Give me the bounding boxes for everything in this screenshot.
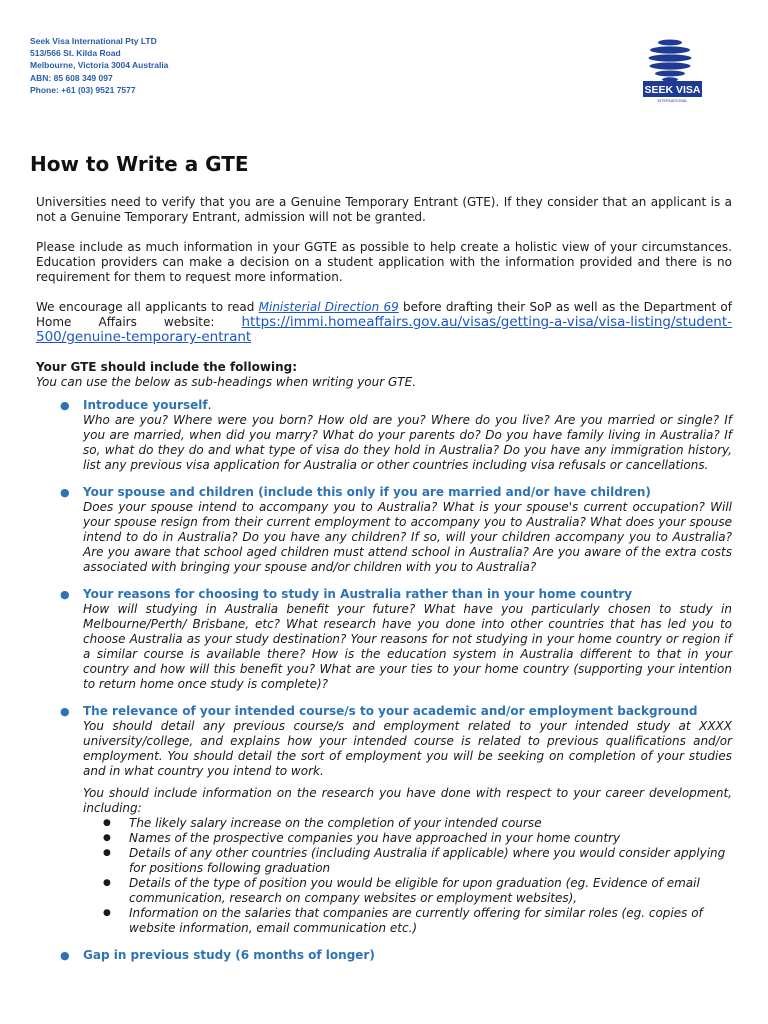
company-details: [30, 35, 168, 96]
section-study-gap: [36, 948, 732, 963]
bullet-icon: ●: [60, 399, 70, 412]
section-title: Your reasons for choosing to study in Australia rather than in your home country: [83, 587, 633, 601]
gte-sections-list: [36, 398, 732, 963]
encourage-text-start: We encourage all applicants to read: [36, 300, 259, 314]
bullet-icon: ●: [103, 833, 111, 843]
bullet-icon: ●: [60, 705, 70, 718]
section-body: You should detail any previous course/s and employment related to your intended study at XXXX university/college, and explains how your intended course is related to previous qualifications and/or employment. You should detail the sort of employment you will be seeking on completion of your studies and in what country you intend to work.: [83, 719, 732, 778]
list-item: ● Information on the salaries that companies are currently offering for similar roles (eg. copies of website information, email communication etc.): [103, 906, 703, 935]
section-title: Gap in previous study (6 months of longer): [83, 948, 375, 962]
career-research-list: [83, 816, 732, 936]
home-affairs-link[interactable]: https://immi.homeaffairs.gov.au/visas/getting-a-visa/visa-listing/student-500/genuine-temporary-entrant: [36, 314, 732, 345]
bullet-icon: ●: [103, 848, 111, 858]
section-title-trailing: .: [207, 398, 212, 412]
bullet-icon: ●: [60, 588, 70, 601]
company-name: Seek Visa International Pty LTD: [30, 36, 157, 46]
ministerial-direction-link[interactable]: Ministerial Direction 69: [258, 300, 399, 314]
include-subheading: You can use the below as sub-headings when writing your GTE.: [36, 375, 417, 389]
section-body-secondary: You should include information on the research you have done with respect to your career development, including:: [83, 786, 732, 815]
bullet-icon: ●: [103, 818, 111, 828]
logo-wordmark: SEEK VISA: [644, 84, 701, 96]
document-body: [36, 195, 732, 975]
section-introduce-yourself: [36, 398, 732, 473]
list-item: ● Names of the prospective companies you have approached in your home country: [103, 831, 621, 845]
section-spouse-children: [36, 485, 732, 575]
list-item: ● Details of any other countries (including Australia if applicable) where you would consider applying for positions following graduation: [103, 846, 726, 875]
section-title: The relevance of your intended course/s to your academic and/or employment background: [83, 704, 698, 718]
section-title: Your spouse and children (include this only if you are married and/or have children): [83, 485, 651, 499]
include-heading: Your GTE should include the following:: [36, 360, 298, 374]
list-item: ● Details of the type of position you would be eligible for upon graduation (eg. Evidence of email communication, research on company websites or employment websites),: [103, 876, 700, 905]
section-reasons-australia: [36, 587, 732, 692]
company-abn: ABN: 85 608 349 097: [30, 72, 113, 83]
bullet-icon: ●: [60, 486, 70, 499]
section-body: How will studying in Australia benefit your future? What have you particularly chosen to study in Melbourne/Perth/ Brisbane, etc? What research have you done into other countries that has led you to choose Australia as your study destination? Your reasons for not studying in your home country or region if a similar course is available there? How is the education system in Australia different to that in your country and how will this benefit you? What are your ties to your home country (supporting your intention to return home once study is complete)?: [83, 602, 732, 691]
encourage-text-middle: before drafting their SoP as well as the Department of Home Affairs website:: [36, 300, 732, 329]
company-address-line1: 513/566 St. Kilda Road: [30, 48, 121, 59]
section-title: Introduce yourself: [83, 398, 208, 412]
seek-visa-logo: [640, 34, 704, 104]
bullet-icon: ●: [60, 949, 70, 962]
intro-paragraph-2: Please include as much information in your GGTE as possible to help create a holistic view of your circumstances. Education providers can make a decision on a student application with the information provided and there is no requirement for them to request more information.: [36, 240, 732, 284]
logo-tagline: INTERNATIONAL: [657, 99, 688, 103]
encourage-paragraph: [36, 300, 732, 345]
bullet-icon: ●: [103, 878, 111, 888]
bullet-icon: ●: [103, 908, 111, 918]
company-address-line2: Melbourne, Victoria 3004 Australia: [30, 60, 169, 71]
list-item: ● The likely salary increase on the completion of your intended course: [103, 816, 542, 830]
section-body: Does your spouse intend to accompany you to Australia? What is your spouse's current occupation? Will your spouse resign from their current employment to accompany you to Australia? What does your spouse intend to do in Australia? Do you have any children? If so, will your children accompany you to Australia? Are you aware that school aged children must attend school in Australia? Are you aware of the extra costs associated with bringing your spouse and/or children with you to Australia?: [83, 500, 732, 574]
page-title: How to Write a GTE: [30, 152, 249, 176]
intro-paragraph-1: Universities need to verify that you are a Genuine Temporary Entrant (GTE). If they consider that an applicant is a not a Genuine Temporary Entrant, admission will not be granted.: [36, 195, 732, 224]
section-course-relevance: [36, 704, 732, 936]
section-body: Who are you? Where were you born? How old are you? Where do you live? Are you married or single? If you are married, when did you marry? What do your parents do? Do you have family living in Australia? If so, what do they do and what type of visa do they hold in Australia? Do you have any immigration history, list any previous visa application for Australia or other countries including visa refusals or cancellations.: [83, 413, 732, 472]
company-phone: Phone: +61 (03) 9521 7577: [30, 84, 136, 95]
